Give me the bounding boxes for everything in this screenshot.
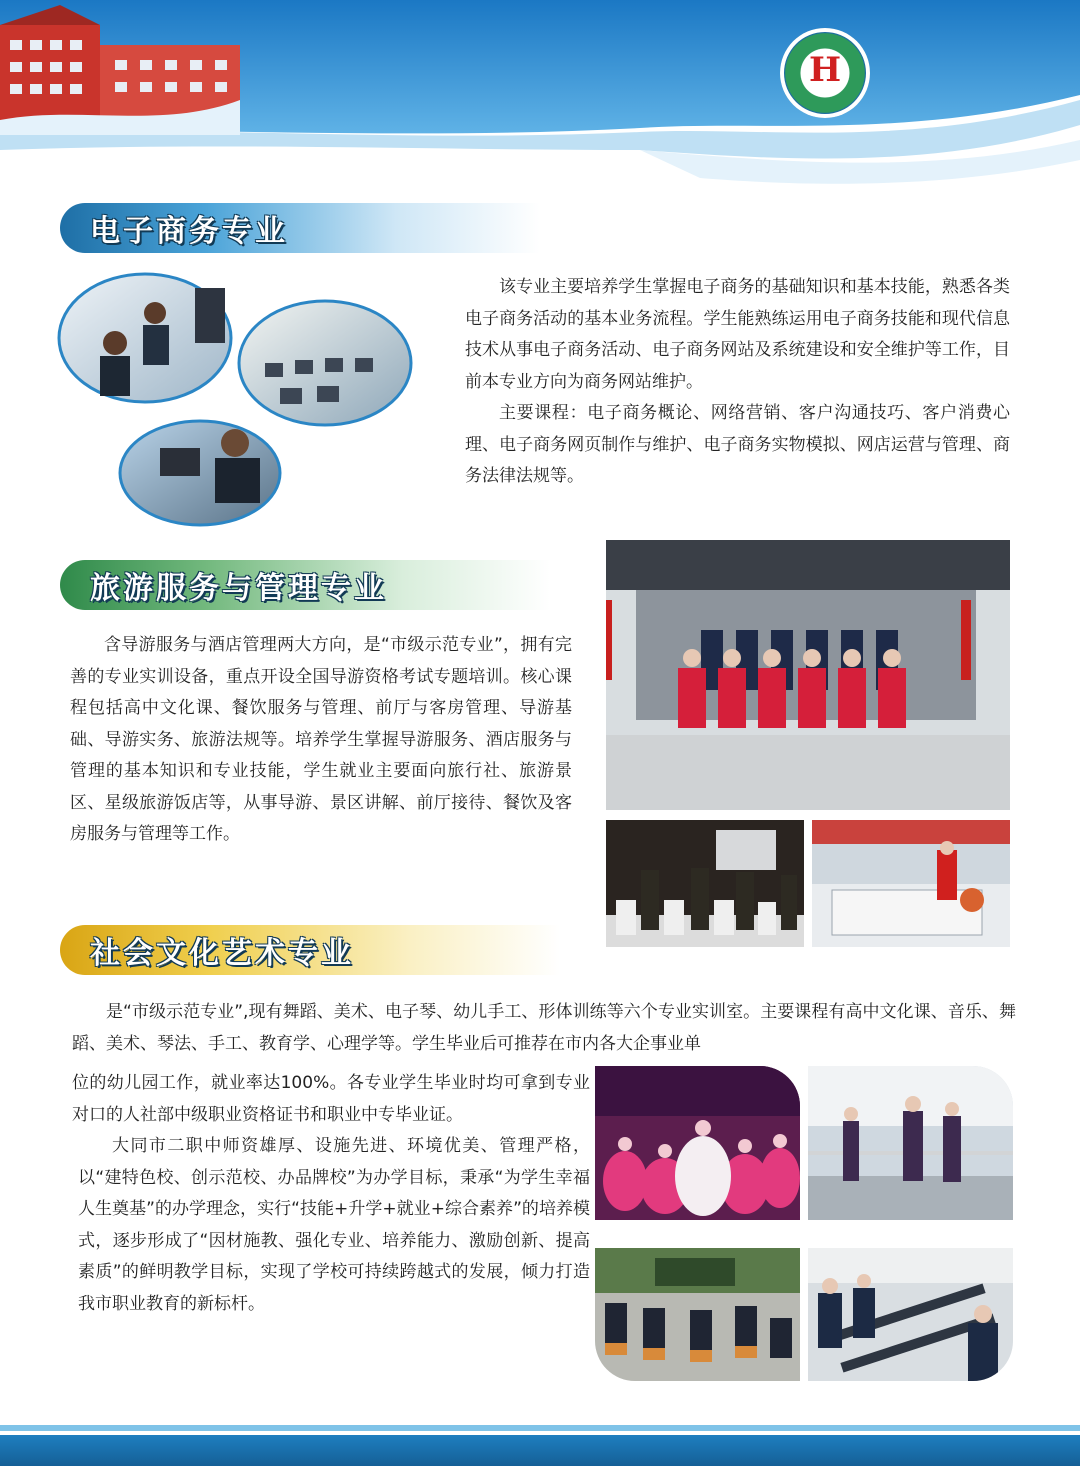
section-title-culture-arts: 社会文化艺术专业 — [60, 925, 560, 975]
culture-arts-intro: 是“市级示范专业”,现有舞蹈、美术、电子琴、幼儿手工、形体训练等六个专业实训室。主要课程有高中文化课、音乐、舞蹈、美术、琴法、手工、教育学、心理学等。学生毕业后可推荐在市内各大企事业单 — [72, 1002, 1016, 1054]
tourism-group-photo — [606, 540, 1010, 810]
tourism-etiquette-photo — [606, 820, 804, 947]
ecommerce-photo-collage — [55, 268, 415, 528]
tourism-table-service-photo — [812, 820, 1010, 947]
ecommerce-courses: 主要课程：电子商务概论、网络营销、客户沟通技巧、客户消费心理、电子商务网页制作与维护、电子商务实物模拟、网店运营与管理、商务法律法规等。 — [465, 403, 1010, 486]
section-title-tourism: 旅游服务与管理专业 — [60, 560, 550, 610]
ecommerce-intro: 该专业主要培养学生掌握电子商务的基础知识和基本技能，熟悉各类电子商务活动的基本业务流程。学生能熟练运用电子商务技能和现代信息技术从事电子商务活动、电子商务网站及系统建设和安全维护等工作，目前本专业方向为商务网站维护。 — [465, 277, 1010, 392]
school-buildings-icon — [0, 0, 240, 135]
tourism-description — [70, 630, 572, 851]
culture-arts-employment: 位的幼儿园工作，就业率达100%。各专业学生毕业时均可拿到专业对口的人社部中级职业资格证书和职业中专毕业证。 — [72, 1073, 590, 1125]
page-footer-band — [0, 1425, 1080, 1466]
page-header — [0, 0, 1080, 190]
dance-performance-photo — [595, 1066, 800, 1220]
school-philosophy: 大同市二职中师资雄厚、设施先进、环境优美、管理严格，以“建特色校、创示范校、办品牌校”为办学目标，秉承“为学生幸福人生奠基”的办学理念，实行“技能+升学+就业+综合素养”的培养模式，逐步形成了“因材施教、强化专业、培养能力、激励创新、提高素质”的鲜明教学目标，实现了学校可持续跨越式的发展，倾力打造我市职业教育的新标杆。 — [78, 1136, 590, 1314]
ballet-training-photo — [808, 1066, 1013, 1220]
ecommerce-description — [465, 272, 1010, 493]
emblem-mark: H — [808, 50, 842, 90]
tourism-intro: 含导游服务与酒店管理两大方向，是“市级示范专业”，拥有完善的专业实训设备，重点开设全国导游资格考试专题培训。核心课程包括高中文化课、餐饮服务与管理、前厅与客房管理、导游基础、导游实务、旅游法规等。培养学生掌握导游服务、酒店服务与管理的基本知识和专业技能，学生就业主要面向旅行社、旅游景区、星级旅游饭店等，从事导游、景区讲解、前厅接待、餐饮及客房服务与管理等工作。 — [70, 635, 572, 844]
culture-arts-description — [72, 1068, 590, 1320]
school-emblem-icon — [780, 28, 870, 118]
keyboard-class-photo — [808, 1248, 1013, 1381]
section-title-ecommerce: 电子商务专业 — [60, 203, 540, 253]
art-class-photo — [595, 1248, 800, 1381]
